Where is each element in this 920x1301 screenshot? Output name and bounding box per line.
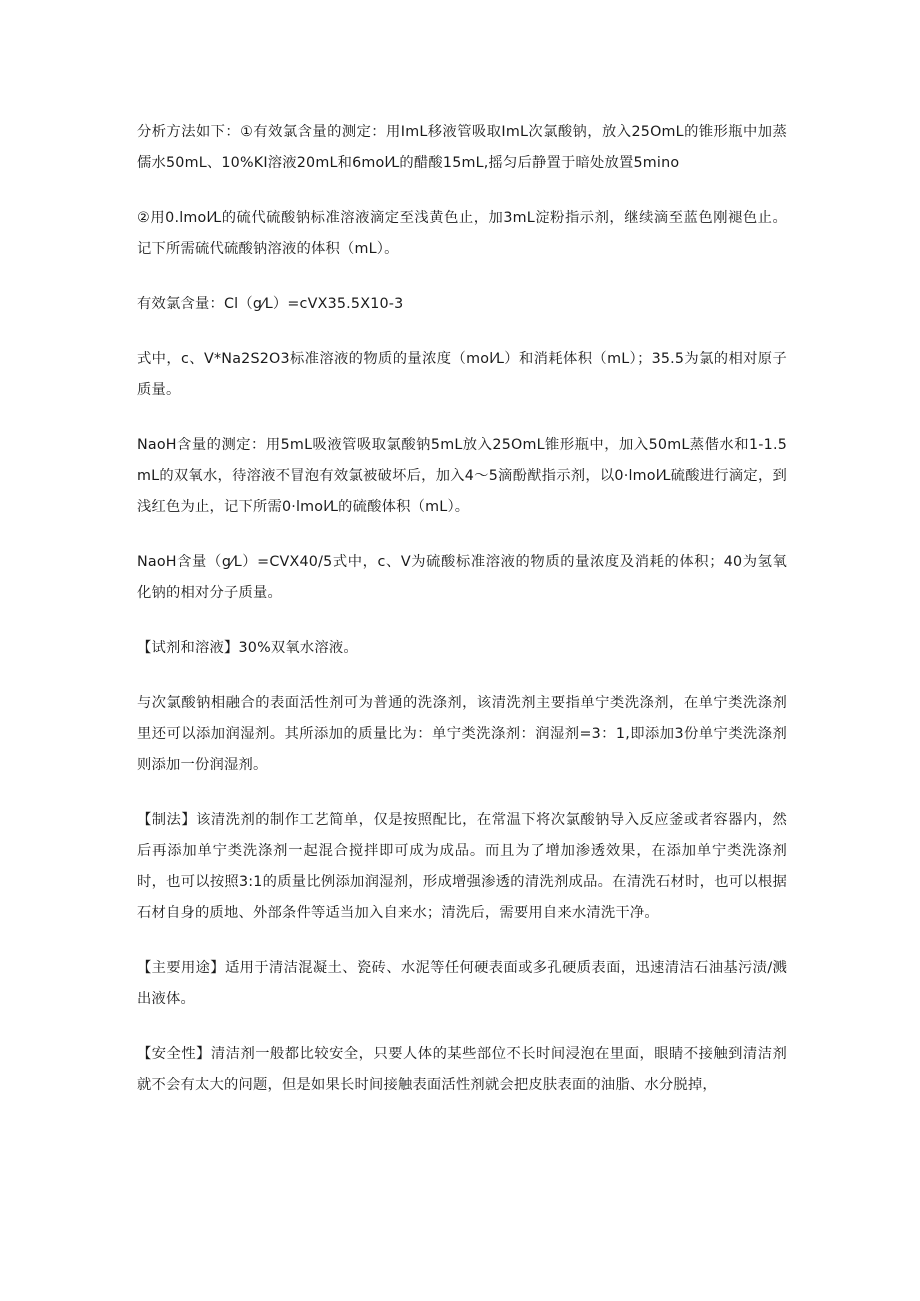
paragraph-naoh-measurement: NaoH含量的测定：用5mL吸液管吸取氯酸钠5mL放入25OmL锥形瓶中，加入50mL蒸偕水和1-1.5mL的双氧水，待溶液不冒泡有效氯被破坏后，加入4～5滴酚猷指示剂，以0·lmol⁄L硫酸进行滴定，到浅红色为止，记下所需0·lmol⁄L的硫酸体积（mL）。 xyxy=(137,437,787,515)
paragraph-main-use: 【主要用途】适用于清洁混凝土、瓷砖、水泥等任何硬表面或多孔硬质表面，迅速清洁石油基污渍/溅出液体。 xyxy=(137,960,787,1007)
paragraph-titration-step: ②用0.lmol⁄L的硫代硫酸钠标准溶液滴定至浅黄色止，加3mL淀粉指示剂，继续滴至蓝色刚褪色止。记下所需硫代硫酸钠溶液的体积（mL）。 xyxy=(137,210,787,257)
paragraph-safety: 【安全性】清洁剂一般都比较安全，只要人体的某些部位不长时间浸泡在里面，眼睛不接触到清洁剂就不会有太大的问题，但是如果长时间接触表面活性剂就会把皮肤表面的油脂、水分脱掉， xyxy=(137,1046,787,1093)
paragraph-reagents: 【试剂和溶液】30%双氧水溶液。 xyxy=(137,640,358,656)
paragraph-formula-explanation: 式中，c、V*Na2S2O3标准溶液的物质的量浓度（mol⁄L）和消耗体积（mL）；35.5为氯的相对原子质量。 xyxy=(137,351,787,398)
paragraph-naoh-formula: NaoH含量（g⁄L）=CVX40/5式中，c、V为硫酸标准溶液的物质的量浓度及消耗的体积；40为氢氧化钠的相对分子质量。 xyxy=(137,554,787,601)
paragraph-analysis-method: 分析方法如下：①有效氯含量的测定：用ImL移液管吸取ImL次氯酸钠，放入25OmL的锥形瓶中加蒸儒水50mL、10%KI溶液20mL和6mol⁄L的醋酸15mL,摇匀后静置于暗处放置5mino xyxy=(137,124,787,171)
document-body xyxy=(137,117,787,1125)
paragraph-chlorine-formula: 有效氯含量：Cl（g⁄L）=cVX35.5X10-3 xyxy=(137,296,404,312)
paragraph-surfactant: 与次氯酸钠相融合的表面活性剂可为普通的洗涤剂，该清洗剂主要指单宁类洗涤剂，在单宁类洗涤剂里还可以添加润湿剂。其所添加的质量比为：单宁类洗涤剂：润湿剂=3：1,即添加3份单宁类洗涤剂则添加一份润湿剂。 xyxy=(137,695,787,773)
paragraph-preparation: 【制法】该清洗剂的制作工艺简单，仅是按照配比，在常温下将次氯酸钠导入反应釜或者容器内，然后再添加单宁类洗涤剂一起混合搅拌即可成为成品。而且为了增加渗透效果，在添加单宁类洗涤剂时，也可以按照3:1的质量比例添加润湿剂，形成增强渗透的清洗剂成品。在清洗石材时，也可以根据石材自身的质地、外部条件等适当加入自来水；清洗后，需要用自来水清洗干净。 xyxy=(137,812,787,921)
